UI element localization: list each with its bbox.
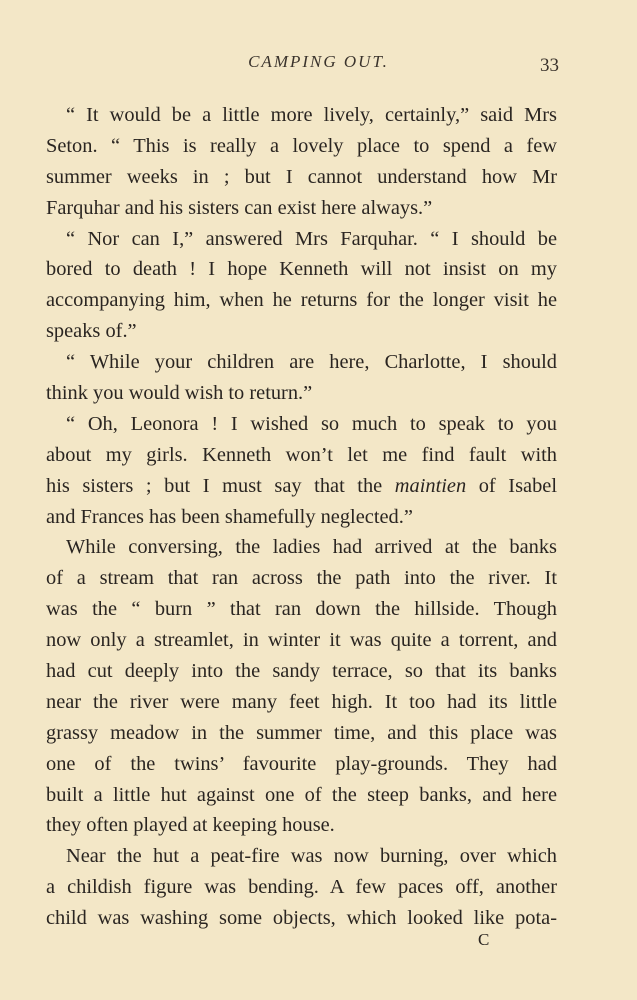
text-line: “ Oh, Leonora ! I wished so much to speak to you: [66, 412, 557, 435]
signature-mark: C: [478, 930, 491, 949]
text-line: Seton. “ This is really a lovely place to spend a few: [46, 134, 557, 157]
text-line: they often played at keeping house.: [46, 814, 335, 837]
text-line: one of the twins’ favourite play-grounds. They had: [46, 752, 557, 775]
page-header: [0, 52, 637, 78]
text-line: near the river were many feet high. It too had its little: [46, 690, 557, 713]
text-line: of a stream that ran across the path into the river. It: [46, 567, 557, 590]
text-line: about my girls. Kenneth won’t let me find fault with: [46, 443, 557, 466]
text-line: a childish figure was bending. A few paces off, another: [46, 876, 557, 899]
text-line: “ It would be a little more lively, certainly,” said Mrs: [66, 104, 557, 126]
body-text: [46, 100, 557, 934]
text-line: accompanying him, when he returns for the longer visit he: [46, 289, 557, 312]
text-line: his sisters ; but I must say that the maintien of Isabel: [46, 474, 557, 497]
text-line: now only a streamlet, in winter it was quite a torrent, and: [46, 629, 557, 652]
text-line: Near the hut a peat-fire was now burning, over which: [66, 845, 557, 868]
text-line: While conversing, the ladies had arrived at the banks: [66, 536, 557, 559]
text-line: summer weeks in ; but I cannot understand how Mr: [46, 165, 557, 188]
text-line: built a little hut against one of the steep banks, and here: [46, 783, 557, 806]
text-line: bored to death ! I hope Kenneth will not insist on my: [46, 258, 557, 281]
text-line: speaks of.”: [46, 320, 137, 343]
text-line: “ While your children are here, Charlotte, I should: [66, 351, 557, 374]
text-line: think you would wish to return.”: [46, 382, 313, 405]
text-line: “ Nor can I,” answered Mrs Farquhar. “ I should be: [66, 227, 557, 250]
text-line: and Frances has been shamefully neglected.”: [46, 505, 413, 528]
text-line: Farquhar and his sisters can exist here always.”: [46, 196, 433, 219]
text-line: grassy meadow in the summer time, and this place was: [46, 721, 557, 744]
text-line: had cut deeply into the sandy terrace, so that its banks: [46, 660, 557, 683]
text-line: child was washing some objects, which looked like pota-: [46, 907, 557, 930]
running-title: CAMPING OUT.: [248, 52, 389, 71]
page-number: 33: [540, 55, 559, 76]
text-line: was the “ burn ” that ran down the hillside. Though: [46, 598, 557, 621]
